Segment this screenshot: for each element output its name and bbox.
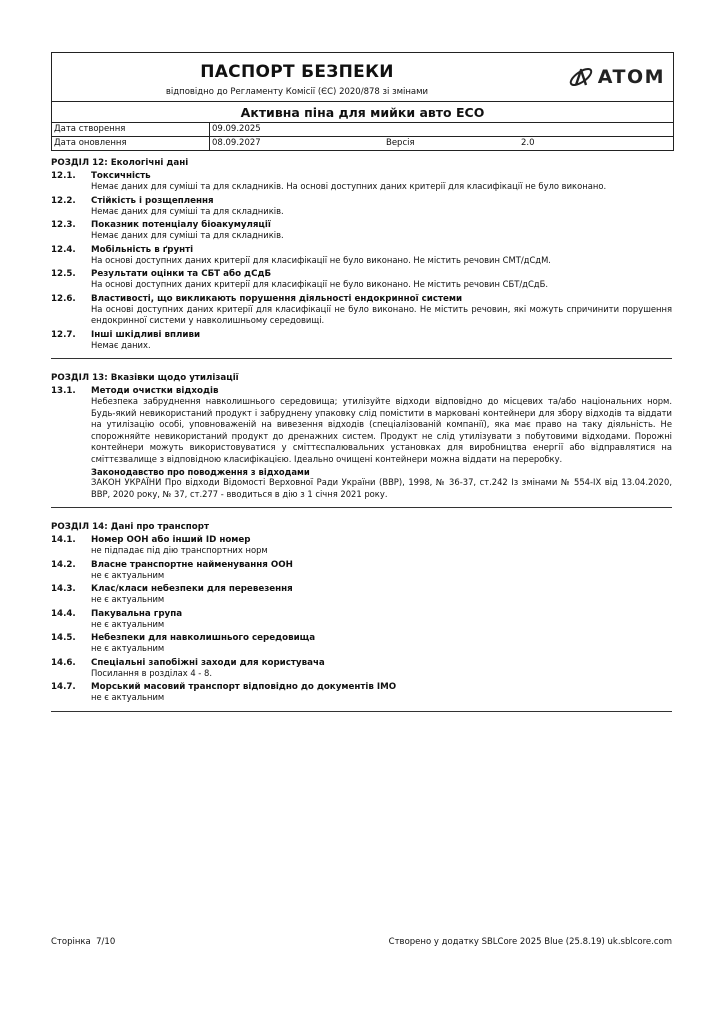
subsection-number: 12.6. [51,293,76,304]
updated-value: 08.09.2027 [212,138,261,148]
subsection-text: не є актуальним [91,618,165,629]
version-label: Версія [386,138,415,148]
subsection-title: Спеціальні запобіжні заходи для користувача [91,657,325,668]
subsection-heading [51,171,672,181]
subsection-number: 14.3. [51,584,76,594]
subsection-heading [51,658,672,668]
subsection-number: 12.2. [51,195,76,206]
document-body [51,158,672,712]
subsection-title: Пакувальна група [91,608,183,619]
subsection-heading [51,560,672,570]
created-value: 09.09.2025 [212,124,261,134]
subsection-title: Номер ООН або інший ID номер [91,535,251,545]
subsection-text: не є актуальним [91,569,165,580]
subsection-title: Результати оцінки та СБТ або дСдБ [91,269,272,279]
subsection-text: Посилання в розділах 4 - 8. [91,667,212,678]
subsection-number: 12.1. [51,171,76,181]
subsection-text: На основі доступних даних критерії для класифікації не було виконано. Не містить речовин СМТ/дСдМ. [91,254,551,265]
section-title: РОЗДІЛ 14: Дані про транспорт [51,522,210,532]
subsection-number: 14.7. [51,682,76,692]
section-title: РОЗДІЛ 13: Вказівки щодо утилізації [51,373,239,383]
subsection-heading [51,609,672,619]
atom-logo-icon [567,66,595,88]
subsection-title: Інші шкідливі впливи [91,329,201,340]
subsection-text: На основі доступних даних критерії для класифікації не було виконано. Не містить речовин СБТ/дСдБ. [91,279,549,289]
subsection-heading [51,196,672,206]
subsection-number: 14.1. [51,535,76,545]
subsection-text: не є актуальним [91,594,165,604]
section-divider [51,358,672,359]
subsection-heading [51,584,672,594]
regulation-subtitle: відповідно до Регламенту Комісії (ЄС) 2020/878 зі змінами [165,87,429,97]
subsection-text: Немає даних для суміші та для складників. [91,230,284,240]
subsection-number: 14.6. [51,657,76,668]
subsection-number: 12.4. [51,244,76,255]
section-divider [51,711,672,712]
subsection-title: Стійкість і розщеплення [91,195,214,206]
subsection-title: Властивості, що викликають порушення діяльності ендокринної системи [91,293,463,304]
subsection-title: Морський масовий транспорт відповідно до документів IMO [91,682,397,692]
subsection-heading [51,535,672,545]
company-logo [542,53,673,101]
subsection-heading [51,633,672,643]
subsection-number: 14.5. [51,633,76,643]
subsection-title: Методи очистки відходів [91,386,219,396]
subsection-heading [51,294,672,304]
subsection-title: Власне транспортне найменування ООН [91,559,293,570]
document-title: ПАСПОРТ БЕЗПЕКИ [200,62,394,82]
created-label: Дата створення [52,123,210,136]
subsection-title: Мобільність в ґрунті [91,244,194,255]
subsection-heading [51,386,672,396]
subsection-heading [51,269,672,279]
subsection-title: Небезпеки для навколишнього середовища [91,633,316,643]
page-number: Сторінка 7/10 [51,937,116,947]
section-12 [51,158,672,351]
subsection-number: 12.3. [51,220,76,230]
subsection-number: 12.5. [51,269,76,279]
subsection-text: не є актуальним [91,643,165,653]
section-14 [51,522,672,704]
section-13 [51,373,672,500]
subsection-title: Токсичність [91,171,151,181]
subsection-text: не є актуальним [91,692,165,702]
section-divider [51,507,672,508]
version-value: 2.0 [521,138,535,148]
subsection-heading [51,245,672,255]
subsection-number: 12.7. [51,329,76,340]
subsection-text: Небезпека забруднення навколишнього середовища; утилізуйте відходи відповідно до місцевих та/або національних норм. Будь-який невикористаний продукт і забруднену упаковку слід помістити в марковані контейнери для збору відходів та віддати на утилізацію особі, уповноваженій на вивезення відходів (спеціалізованій компанії), яка має право на таку діяльність. Не спорожняйте невикористаний продукт до дренажних систем. Продукт не слід утилізувати з побутовими відходами. Порожні контейнери можуть використовуватися у сміттєспалювальних установках для виробництва енергії або відправлятися на сміттєзвалище з відповідною класифікацією. Ідеально очищені контейнери можна віддати на переробку. [91,396,672,464]
document-header [51,52,674,151]
subsection-text: На основі доступних даних критерії для класифікації не було виконано. Не містить речовин, які можуть спричинити порушення ендокринної системи у навколишньому середовищі. [91,303,672,325]
subsection-title: Показник потенціалу біоакумуляції [91,220,271,230]
product-name: Активна піна для мийки авто ECO [52,102,673,123]
subsection-heading [51,330,672,340]
subsection-heading [51,682,672,692]
updated-label: Дата оновлення [52,137,210,150]
created-row [52,123,673,136]
subsection-text: Немає даних для суміші та для складників. [91,205,284,216]
subsection-text: Немає даних. [91,339,151,350]
subsection-text: Немає даних для суміші та для складників. На основі доступних даних критерії для класифікації не було виконано. [91,181,607,191]
subsection-number: 13.1. [51,386,76,396]
logo-text: ATOM [597,66,665,88]
subsection-heading [51,220,672,230]
section-title: РОЗДІЛ 12: Екологічні дані [51,158,189,168]
law-text: ЗАКОН УКРАЇНИ Про відходи Відомості Верховної Ради України (ВВР), 1998, № 36-37, ст.242 Із змінами № 554-IX від 13.04.2020, ВВР, 2020 року, № 37, ст.277 - вводиться в дію з 1 січня 2021 року. [91,477,672,499]
subsection-text: не підпадає під дію транспортних норм [91,545,268,555]
subsection-title: Клас/класи небезпеки для перевезення [91,584,293,594]
updated-row [52,136,673,150]
created-with-note: Створено у додатку SBLCore 2025 Blue (25.8.19) uk.sblcore.com [388,937,672,947]
law-title: Законодавство про поводження з відходами [91,467,310,477]
subsection-number: 14.2. [51,559,76,570]
page-footer [51,937,672,947]
subsection-number: 14.4. [51,608,76,619]
